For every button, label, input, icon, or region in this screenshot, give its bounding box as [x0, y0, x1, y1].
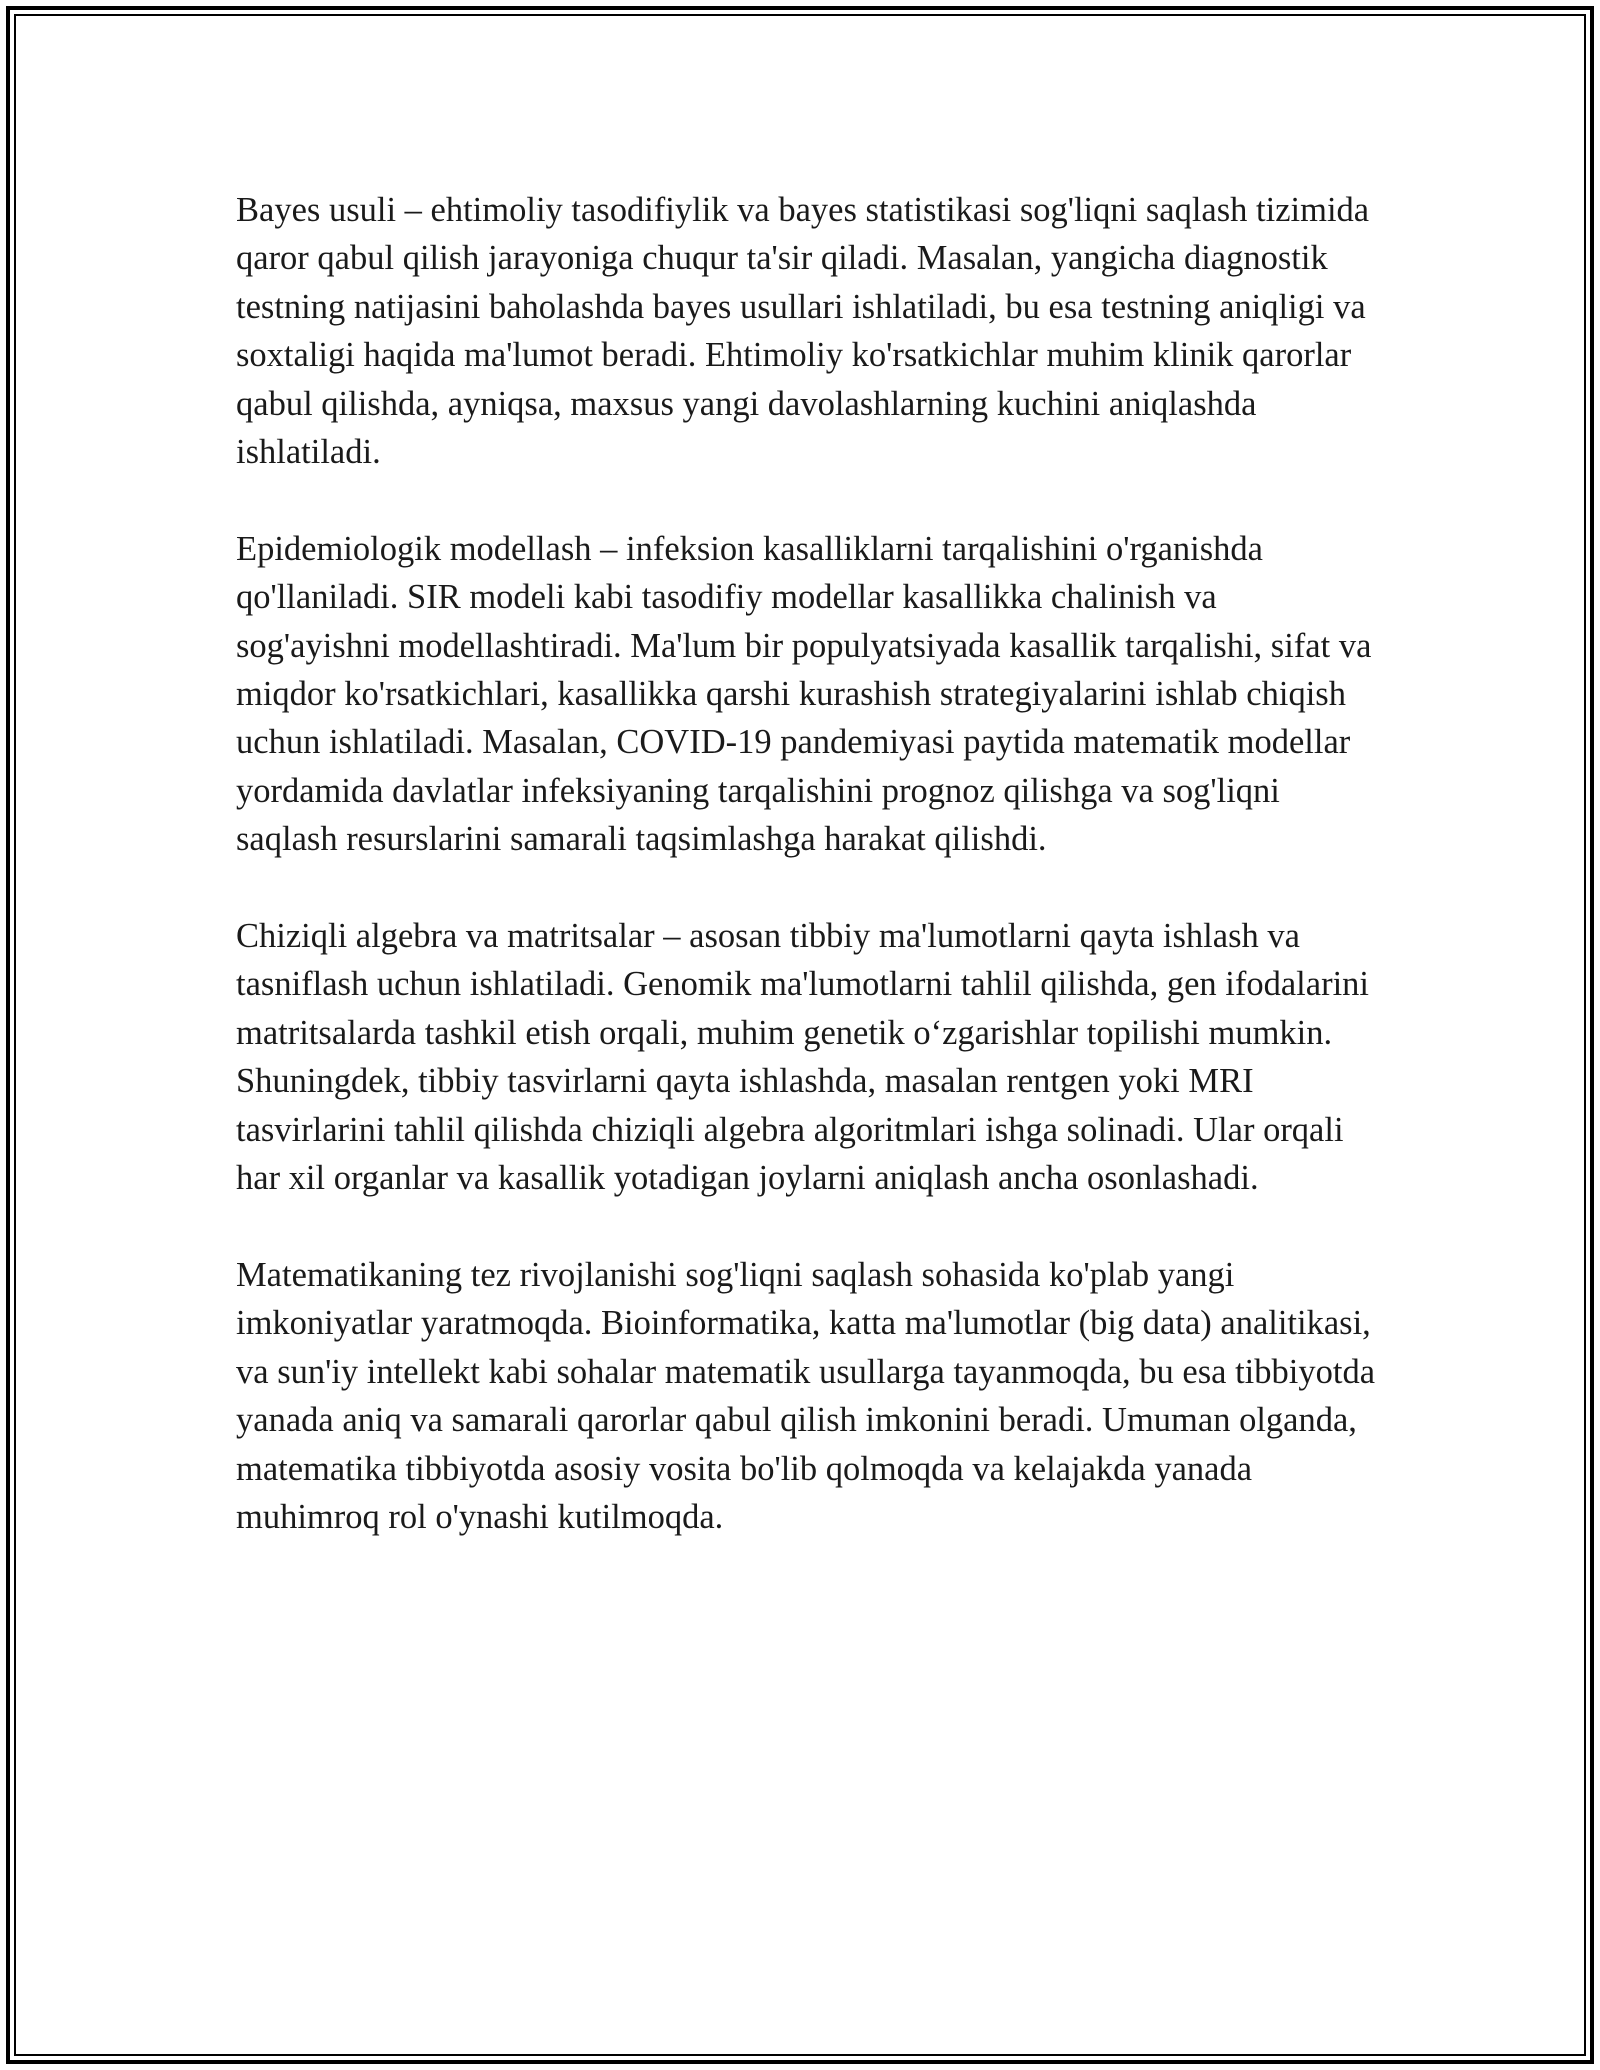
paragraph-linear-algebra: Chiziqli algebra va matritsalar – asosan tibbiy ma'lumotlarni qayta ishlash va tasniflash uchun ishlatiladi. Genomik ma'lumotlarni tahlil qilishda, gen ifodalarini matritsalarda tashkil etish orqali, muhim genetik oʻzgarishlar topilishi mumkin. Shuningdek, tibbiy tasvirlarni qayta ishlashda, masalan rentgen yoki MRI tasvirlarini tahlil qilishda chiziqli algebra algoritmlari ishga solinadi. Ular orqali har xil organlar va kasallik yotadigan joylarni aniqlash ancha osonlashadi. [236, 917, 1369, 1198]
document-body [236, 186, 1376, 1541]
paragraph-conclusion: Matematikaning tez rivojlanishi sog'liqni saqlash sohasida ko'plab yangi imkoniyatlar yaratmoqda. Bioinformatika, katta ma'lumotlar (big data) analitikasi, va sun'iy intellekt kabi sohalar matematik usullarga tayanmoqda, bu esa tibbiyotda yanada aniq va samarali qarorlar qabul qilish imkonini beradi. Umuman olganda, matematika tibbiyotda asosiy vosita bo'lib qolmoqda va kelajakda yanada muhimroq rol o'ynashi kutilmoqda. [236, 1255, 1376, 1536]
paragraph-bayes-method: Bayes usuli – ehtimoliy tasodifiylik va bayes statistikasi sog'liqni saqlash tizimida qaror qabul qilish jarayoniga chuqur ta'sir qiladi. Masalan, yangicha diagnostik testning natijasini baholashda bayes usullari ishlatiladi, bu esa testning aniqligi va soxtaligi haqida ma'lumot beradi. Ehtimoliy ko'rsatkichlar muhim klinik qarorlar qabul qilishda, ayniqsa, maxsus yangi davolashlarning kuchini aniqlashda ishlatiladi. [236, 191, 1370, 472]
paragraph-epidemiological-modeling: Epidemiologik modellash – infeksion kasalliklarni tarqalishini o'rganishda qo'llaniladi. SIR modeli kabi tasodifiy modellar kasallikka chalinish va sog'ayishni modellashtiradi. Ma'lum bir populyatsiyada kasallik tarqalishi, sifat va miqdor ko'rsatkichlari, kasallikka qarshi kurashish strategiyalarini ishlab chiqish uchun ishlatiladi. Masalan, COVID-19 pandemiyasi paytida matematik modellar yordamida davlatlar infeksiyaning tarqalishini prognoz qilishga va sog'liqni saqlash resurslarini samarali taqsimlashga harakat qilishdi. [236, 529, 1372, 859]
